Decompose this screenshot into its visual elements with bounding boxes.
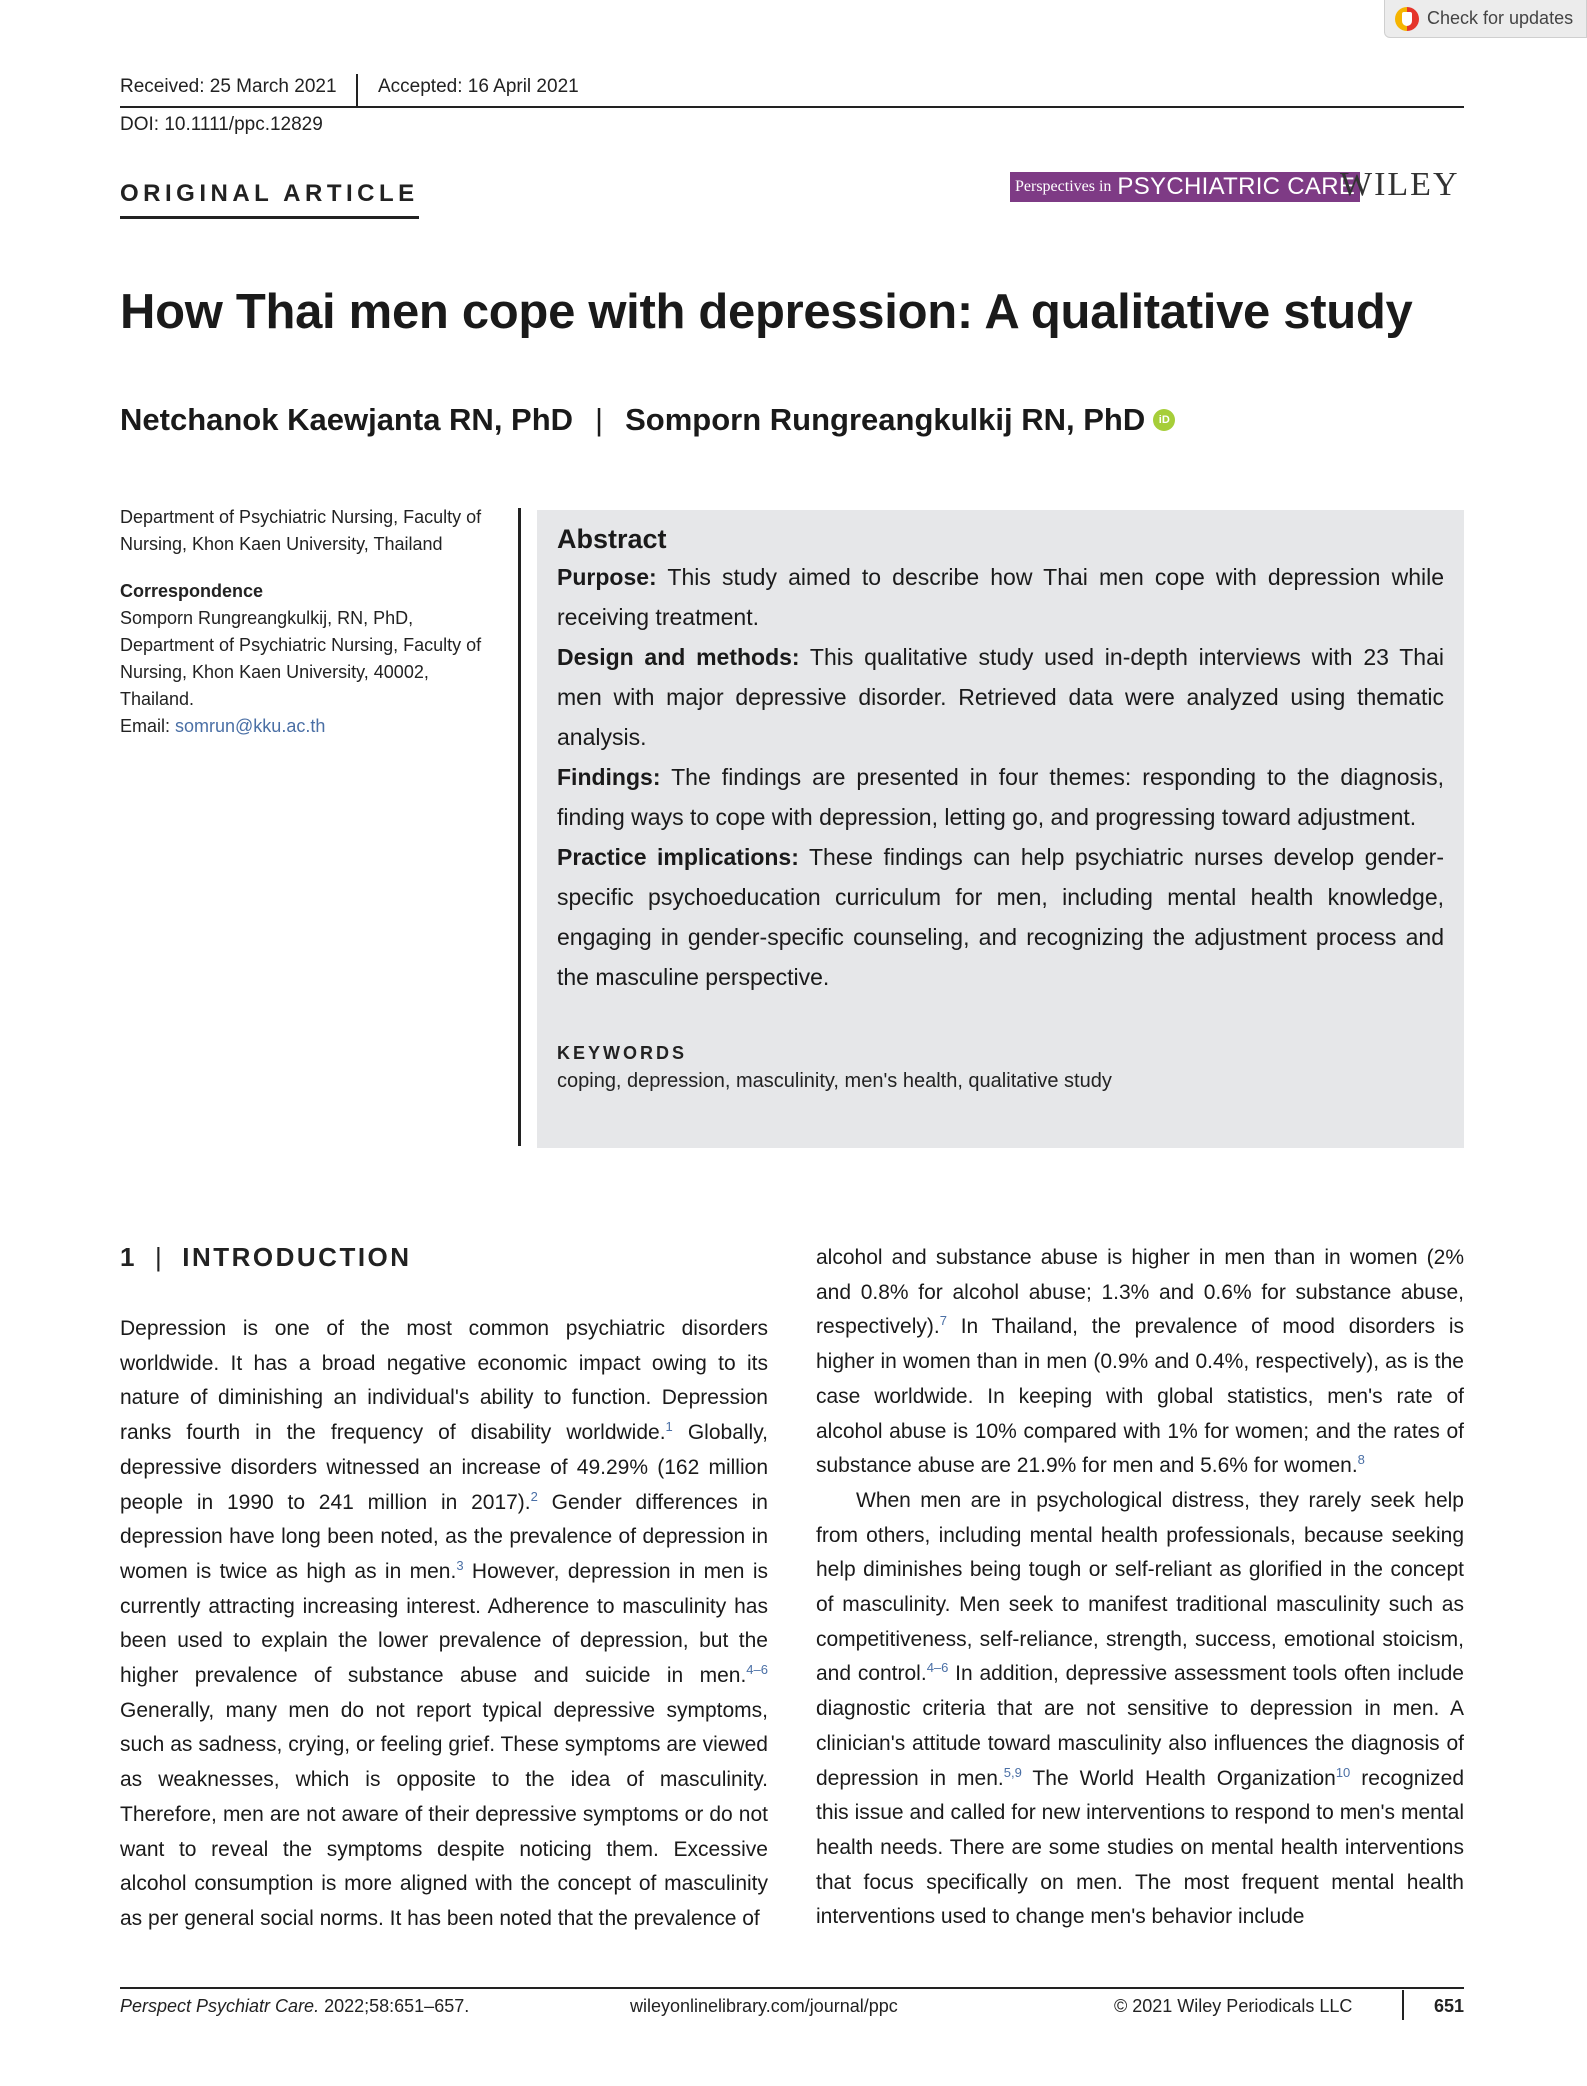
citation-link[interactable]: 10 [1335,1764,1351,1780]
body-text: Depression is one of the most common psychiatric disorders worldwide. It has a broad negative economic impact owing to its nature of diminishing an individual's ability to function. Depression ranks fourth in the frequency of disability worldwide. [120,1317,768,1445]
footer-volume: 2022;58:651–657. [319,1996,470,2016]
email-link[interactable]: somrun@kku.ac.th [175,716,326,736]
citation-link[interactable]: 4–6 [926,1660,949,1676]
author-second[interactable]: Somporn Rungreangkulkij RN, PhD [625,402,1146,437]
affiliation-department: Department of Psychiatric Nursing, Faculty of Nursing, Khon Kaen University, Thailand [120,507,482,554]
article-type-label: ORIGINAL ARTICLE [120,180,419,219]
body-text: The World Health Organization [1021,1766,1336,1790]
abstract-box [537,510,1464,1148]
journal-logo-name: PSYCHIATRIC CARE [1117,173,1356,200]
citation-link[interactable]: 4–6 [746,1662,768,1678]
accepted-date: Accepted: 16 April 2021 [378,76,579,97]
author-list [120,402,1175,438]
correspondence-heading: Correspondence [120,581,264,601]
body-text: Gender differences in depression have long been noted, as the prevalence of depression in women is twice as high as in men. [120,1490,768,1583]
abstract-design [557,637,1444,757]
citation-link[interactable]: 5,9 [1003,1764,1022,1780]
body-column-right [816,1241,1464,1935]
section-separator: | [154,1242,165,1272]
abstract-heading: Abstract [557,524,667,554]
abstract-findings-label: Findings: [557,764,661,790]
body-text: However, depression in men is currently attracting increasing interest. Adherence to masculinity has been used to explain the lower prevalence of depression, but the higher prevalence of substance abuse and suicide in men. [120,1559,768,1688]
check-updates-icon [1395,7,1419,31]
footer-copyright: © 2021 Wiley Periodicals LLC [1114,1996,1353,2016]
journal-logo [1010,172,1360,202]
abstract-design-text: This qualitative study used in-depth interviews with 23 Thai men with major depressive disorder. Retrieved data were analyzed using thematic analysis. [557,644,1444,750]
abstract-findings-text: The findings are presented in four themes: responding to the diagnosis, finding ways to cope with depression, letting go, and progressing toward adjustment. [557,764,1444,830]
keywords-heading: KEYWORDS [557,1043,688,1063]
meta-divider [356,74,358,106]
check-for-updates-button[interactable] [1384,0,1587,38]
author-separator: | [595,402,604,437]
publisher-logo: WILEY [1340,166,1460,203]
intro-paragraph-2 [816,1484,1464,1935]
abstract-implications-label: Practice implications: [557,844,799,870]
correspondence-email [120,713,504,740]
email-label: Email: [120,716,176,736]
footer-url[interactable]: wileyonlinelibrary.com/journal/ppc [630,1996,898,2016]
body-text: In Thailand, the prevalence of mood disorders is higher in women than in men (0.9% and 0.4%, respectively), as is the case worldwide. In keeping with global statistics, men's rate of alcohol abuse is 10% compared with 1% for women; and the rates of substance abuse are 21.9% for men and 5.6% for women. [816,1315,1464,1478]
footer-journal: Perspect Psychiatr Care. [120,1996,320,2016]
footer-citation [120,1996,469,2017]
doi: DOI: 10.1111/ppc.12829 [120,114,323,135]
page-number: 651 [1433,1996,1464,2016]
journal-logo-prefix: Perspectives in [1015,178,1112,195]
abstract-purpose-label: Purpose: [557,564,657,590]
intro-paragraph-1-continued [816,1241,1464,1484]
body-text: In addition, depressive assessment tools often include diagnostic criteria that are not sensitive to depression in men. A clinician's attitude toward masculinity also influences the diagnosis of depression in men. [816,1662,1464,1790]
check-updates-label: Check for updates [1427,8,1574,28]
submission-dates [120,74,1464,108]
abstract-design-label: Design and methods: [557,644,800,670]
correspondence-name: Somporn Rungreangkulkij, RN, PhD, [120,608,414,628]
body-text: recognized this issue and called for new interventions to respond to men's mental health needs. There are some studies on mental health interventions that focus specifically on men. The most frequent mental health interventions used to change men's behavior include [816,1766,1465,1929]
affiliation-block [120,504,504,740]
abstract-implications [557,837,1444,997]
intro-paragraph-1 [120,1312,768,1937]
footer-divider [1402,1990,1404,2020]
body-text: alcohol and substance abuse is higher in men than in women (2% and 0.8% for alcohol abuse; 1.3% and 0.6% for substance abuse, respectively). [816,1246,1464,1339]
received-date: Received: 25 March 2021 [120,76,337,97]
correspondence-address: Department of Psychiatric Nursing, Faculty of Nursing, Khon Kaen University, 40002, Thailand. [120,635,482,709]
vertical-rule [518,508,521,1146]
footer-rule [120,1987,1464,1989]
abstract-implications-text: These findings can help psychiatric nurses develop gender-specific psychoeducation curriculum for men, including mental health knowledge, engaging in gender-specific counseling, and recognizing the adjustment process and the masculine perspective. [557,844,1444,990]
abstract-purpose-text: This study aimed to describe how Thai men cope with depression while receiving treatment. [557,564,1444,630]
abstract-findings [557,757,1444,837]
keywords-list: coping, depression, masculinity, men's health, qualitative study [557,1070,1112,1092]
article-title: How Thai men cope with depression: A qualitative study [120,285,1413,339]
body-column-left [120,1312,768,1937]
body-text: Globally, depressive disorders witnessed an increase of 49.29% (162 million people in 1990 to 241 million in 2017). [120,1421,768,1514]
author-first[interactable]: Netchanok Kaewjanta RN, PhD [120,402,574,437]
orcid-icon[interactable]: iD [1153,409,1175,431]
citation-link[interactable]: 7 [939,1313,947,1329]
body-text: When men are in psychological distress, they rarely seek help from others, including mental health professionals, because seeking help diminishes being tough or self-reliant as glorified in the concept of masculinity. Men seek to manifest traditional masculinity such as competitiveness, self-reliance, strength, success, emotional stoicism, and control. [816,1488,1464,1686]
citation-link[interactable]: 2 [530,1488,538,1504]
section-number: 1 [120,1242,137,1272]
body-text: Generally, many men do not report typical depressive symptoms, such as sadness, crying, or feeling grief. These symptoms are viewed as weaknesses, which is opposite to the idea of masculinity. Therefore, men are not aware of their depressive symptoms or do not want to reveal the symptoms despite noticing them. Excessive alcohol consumption is more aligned with the concept of masculinity as per general social norms. It has been noted that the prevalence of [120,1698,768,1930]
citation-link[interactable]: 3 [456,1557,464,1573]
citation-link[interactable]: 8 [1357,1452,1365,1468]
citation-link[interactable]: 1 [665,1419,673,1435]
section-title: INTRODUCTION [182,1242,412,1272]
abstract-purpose [557,557,1444,637]
section-heading [120,1242,412,1273]
page-footer [120,1996,1464,2026]
